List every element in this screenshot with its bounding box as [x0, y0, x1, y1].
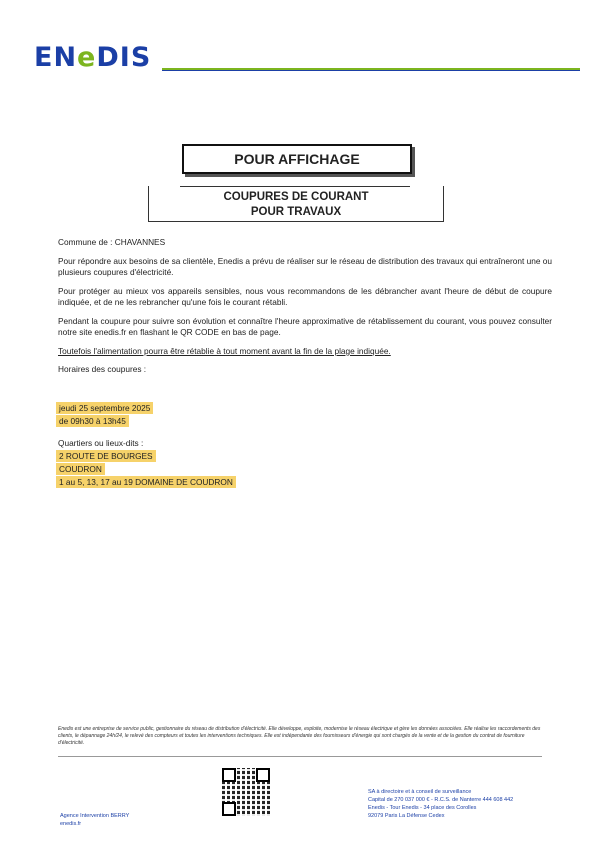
subtitle-line-1: COUPURES DE COURANT [223, 191, 369, 203]
paragraph-4: Toutefois l'alimentation pourra être rétablie à tout moment avant la fin de la plage indiquée. [58, 346, 391, 356]
qr-finder-bottom-left [222, 802, 236, 816]
paragraph-2: Pour protéger au mieux vos appareils sensibles, nous vous recommandons de les débrancher avant l'heure de début de coupure indiquée, et de ne les rebrancher qu'une fois le courant rétabli. [58, 286, 552, 307]
subtitle-line-2: POUR TRAVAUX [250, 206, 342, 218]
company-line-3: Enedis - Tour Enedis - 34 place des Corolles [368, 805, 477, 811]
company-line-1: SA à directoire et à conseil de surveillance [368, 789, 472, 795]
qr-finder-top-left [222, 768, 236, 782]
horaires-label: Horaires des coupures : [58, 364, 147, 374]
schedule-time: de 09h30 à 13h45 [56, 415, 129, 427]
footer-rule [58, 756, 542, 757]
places-list [56, 450, 236, 489]
agency-website[interactable]: enedis.fr [60, 821, 82, 827]
logo-text-2: e [77, 42, 97, 73]
footer-agency [60, 812, 129, 828]
company-line-4: 92079 Paris La Défense Cedex [368, 813, 445, 819]
header-rule-blue [162, 70, 580, 71]
enedis-logo [34, 42, 151, 73]
commune-line: Commune de : CHAVANNES [58, 237, 166, 247]
place-item: 1 au 5, 13, 17 au 19 DOMAINE DE COUDRON [56, 476, 236, 488]
quartiers-label: Quartiers ou lieux-dits : [58, 438, 144, 448]
place-item: COUDRON [56, 463, 105, 475]
place-item: 2 ROUTE DE BOURGES [56, 450, 156, 462]
subtitle-box [148, 186, 444, 222]
footer-legal-text: Enedis est une entreprise de service public, gestionnaire du réseau de distribution d'électricité. Elle développe, exploite, modernise le réseau électrique et gère les données associées. Elle réalise les raccordements des clients, le dépannage 24h/24, le relevé des compteurs et toutes les interventions techniques. Elle est indépendante des fournisseurs d'énergie qui sont chargés de la vente et de la gestion du contrat de fourniture d'électricité. [58, 726, 541, 746]
company-line-2: Capital de 270 037 000 € - R.C.S. de Nanterre 444 608 442 [368, 797, 514, 803]
paragraph-3: Pendant la coupure pour suivre son évolution et connaître l'heure approximative de rétablissement du courant, vous pouvez consulter notre site enedis.fr en flashant le QR CODE en bas de page. [58, 316, 552, 337]
logo-text-1: EN [34, 42, 78, 73]
schedule-block [56, 402, 153, 428]
schedule-date: jeudi 25 septembre 2025 [56, 402, 153, 414]
qr-finder-top-right [256, 768, 270, 782]
footer-company-info [368, 788, 513, 820]
page-title: POUR AFFICHAGE [182, 144, 412, 174]
agency-name: Agence Intervention BERRY [60, 813, 130, 819]
logo-text-3: DIS [96, 42, 152, 73]
paragraph-1: Pour répondre aux besoins de sa clientèle, Enedis a prévu de réaliser sur le réseau de distribution des travaux qui entraîneront une ou plusieurs coupures d'électricité. [58, 256, 552, 277]
